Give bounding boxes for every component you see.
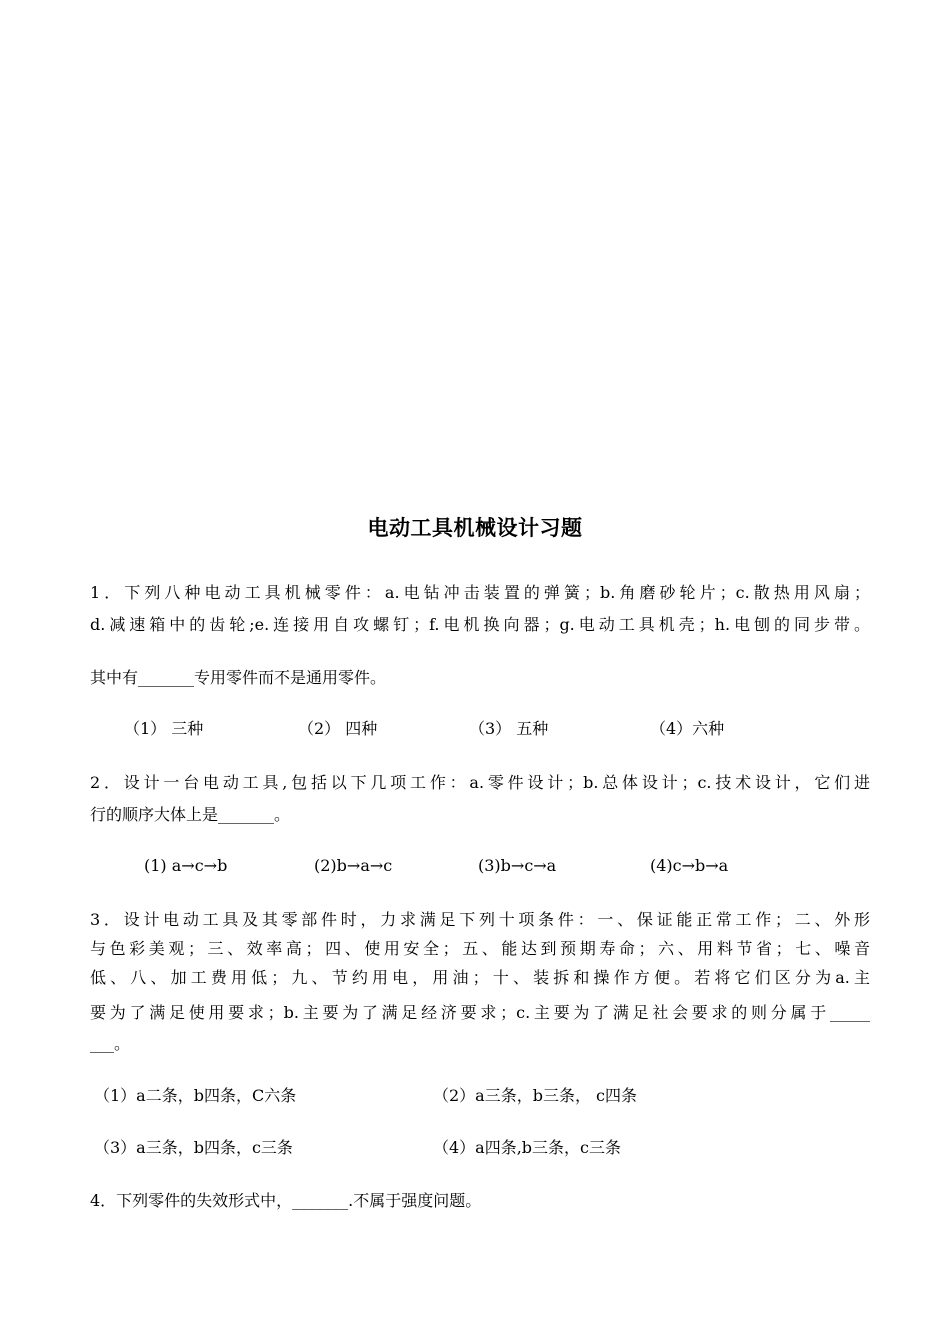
- question-4-line-1: 4．下列零件的失效形式中，_______.不属于强度问题。: [90, 1191, 482, 1210]
- question-3-line-3: 低、八、加工费用低；九、节约用电，用油；十、装拆和操作方便。若将它们区分为a.主: [90, 968, 870, 987]
- question-1-line-2: d.减速箱中的齿轮;e.连接用自攻螺钉；f.电机换向器；g.电动工具机壳；h.电刨的同步带。: [90, 615, 870, 634]
- question-1-line-1: 1．下列八种电动工具机械零件：a.电钻冲击装置的弹簧；b.角磨砂轮片；c.散热用风扇；: [90, 583, 870, 602]
- question-2-option-3: (3)b→c→a: [478, 856, 557, 875]
- question-3-line-1: 3．设计电动工具及其零部件时，力求满足下列十项条件：一、保证能正常工作；二、外形: [90, 910, 870, 929]
- question-2-option-4: (4)c→b→a: [650, 856, 729, 875]
- question-3-line-4: 要为了满足使用要求；b.主要为了满足经济要求；c.主要为了满足社会要求的则分属于_____: [90, 1003, 870, 1022]
- question-1-option-1: （1） 三种: [124, 719, 204, 738]
- question-1-option-3: （3） 五种: [469, 719, 549, 738]
- page-title: 电动工具机械设计习题: [367, 515, 583, 540]
- question-3-option-3: （3）a三条，b四条，c三条: [94, 1138, 293, 1157]
- question-3-option-2: （2）a三条，b三条， c四条: [433, 1086, 638, 1105]
- question-1-line-3: 其中有_______专用零件而不是通用零件。: [90, 668, 387, 687]
- question-1-option-4: （4）六种: [650, 719, 725, 738]
- question-2-option-2: (2)b→a→c: [314, 856, 393, 875]
- question-2-option-1: (1) a→c→b: [144, 856, 228, 875]
- question-3-line-2: 与色彩美观；三、效率高；四、使用安全；五、能达到预期寿命；六、用料节省；七、噪音: [90, 939, 870, 958]
- question-2-line-2: 行的顺序大体上是_______。: [90, 805, 291, 824]
- question-3-option-4: （4）a四条,b三条，c三条: [433, 1138, 622, 1157]
- question-3-option-1: （1）a二条，b四条，C六条: [94, 1086, 297, 1105]
- question-1-option-2: （2） 四种: [298, 719, 378, 738]
- question-2-line-1: 2．设计一台电动工具,包括以下几项工作：a.零件设计；b.总体设计；c.技术设计，它们进: [90, 773, 870, 792]
- question-3-line-5: ___。: [90, 1034, 131, 1053]
